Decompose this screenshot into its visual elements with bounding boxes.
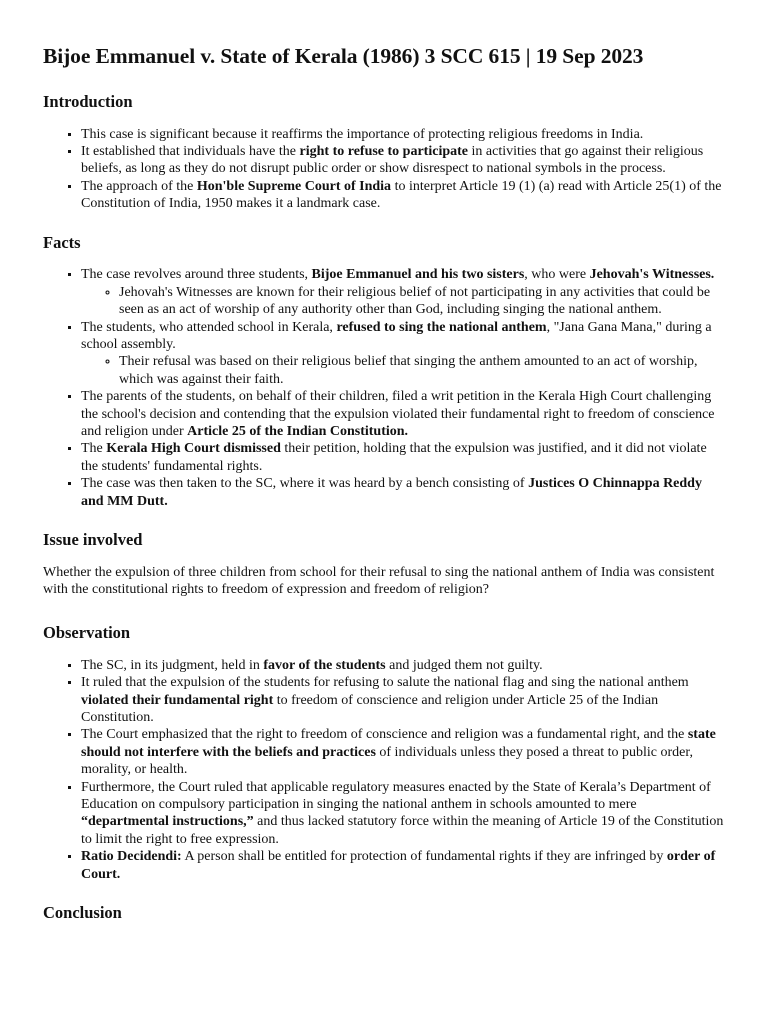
list-item — [81, 143, 724, 178]
text-run: Jehovah's Witnesses are known for their religious belief of not participating in any activities that could be seen as an act of worship of any authority other than God, including singing the national anthem. — [119, 284, 711, 318]
bold-text: refused to sing the national anthem — [336, 319, 547, 335]
list-item — [81, 726, 724, 778]
text-run: The parents of the students, on behalf of their children, filed a writ petition in the Kerala High Court challenging the school's decision and contending that the expulsion violated their fundamental right to freedom of conscience and religion under — [81, 389, 715, 440]
sub-list-item — [119, 284, 724, 319]
list-item — [81, 674, 724, 726]
bold-text: Jehovah's Witnesses. — [589, 267, 715, 283]
bold-text: order of Court. — [81, 849, 716, 882]
bold-text: right to refuse to participate — [299, 144, 468, 159]
bold-text: favor of the students — [263, 657, 386, 673]
text-run: and judged them not guilty. — [385, 657, 543, 673]
list-item — [81, 319, 724, 389]
bold-text: “departmental instructions,” — [81, 814, 254, 830]
list-item — [81, 779, 724, 849]
sub-list-item — [119, 353, 724, 388]
text-run: This case is significant because it reaffirms the importance of protecting religious freedoms in India. — [81, 126, 644, 142]
text-run: their petition, holding that the expulsion was justified, and it did not violate the students' fundamental rights. — [81, 441, 707, 474]
text-run: Their refusal was based on their religious belief that singing the anthem amounted to an act of worship, which was against their faith. — [119, 354, 698, 387]
text-run: to interpret Article 19 (1) (a) read with Article 25(1) of the Constitution of India, 1950 makes it a landmark case. — [81, 178, 722, 212]
list-item — [81, 657, 724, 674]
page-title: Bijoe Emmanuel v. State of Kerala (1986) 3 SCC 615 | 19 Sep 2023 — [43, 44, 644, 68]
text-run: in activities that go against their religious beliefs, as long as they do not disrupt public order or show disrespect to national symbols in the process. — [81, 144, 704, 177]
issue-text: Whether the expulsion of three children from school for their refusal to sing the national anthem of India was consistent with the constitutional rights to freedom of expression and freedom of religion? — [43, 564, 715, 598]
heading-observation: Observation — [43, 622, 131, 642]
text-run: of individuals unless they posed a threat to public order, morality, or health. — [81, 744, 693, 778]
facts-list — [43, 266, 724, 510]
section-observation — [43, 623, 724, 883]
text-run: The students, who attended school in Kerala, — [81, 319, 337, 335]
bold-text: state should not interfere with the beliefs and practices — [81, 727, 716, 760]
text-run: A person shall be entitled for protection of fundamental rights if they are infringed by — [181, 849, 667, 865]
list-item — [81, 178, 724, 213]
bold-text: Kerala High Court dismissed — [106, 441, 281, 457]
section-facts — [43, 233, 724, 510]
introduction-list — [43, 126, 724, 213]
observation-list — [43, 657, 724, 883]
bold-text: Article 25 of the Indian Constitution. — [187, 424, 409, 440]
bold-text: violated their fundamental right — [81, 692, 274, 708]
text-run: It ruled that the expulsion of the students for refusing to salute the national flag and sing the national anthem — [81, 675, 689, 691]
list-item — [81, 388, 724, 440]
section-conclusion — [43, 903, 724, 923]
heading-facts: Facts — [43, 232, 81, 252]
text-run: The SC, in its judgment, held in — [81, 657, 264, 673]
text-run: The case was then taken to the SC, where it was heard by a bench consisting of — [81, 476, 529, 492]
heading-introduction: Introduction — [43, 91, 133, 111]
heading-conclusion: Conclusion — [43, 902, 122, 922]
text-run: to freedom of conscience and religion under Article 25 of the Indian Constitution. — [81, 692, 659, 725]
bold-text: Hon'ble Supreme Court of India — [196, 178, 392, 194]
list-item — [81, 266, 724, 318]
sub-list — [81, 353, 724, 388]
sub-list — [81, 284, 724, 319]
text-run: , who were — [524, 267, 590, 283]
text-run: The Court emphasized that the right to freedom of conscience and religion was a fundamental right, and the — [81, 727, 688, 743]
text-run: and thus lacked statutory force within the meaning of Article 19 of the Constitution to limit the right to free expression. — [81, 814, 724, 847]
bold-text: Bijoe Emmanuel and his two sisters — [311, 267, 525, 283]
text-run: , "Jana Gana Mana," during a school assembly. — [81, 319, 712, 353]
heading-issue: Issue involved — [43, 530, 143, 550]
section-introduction — [43, 92, 724, 213]
text-run: The case revolves around three students, — [81, 267, 312, 283]
bold-text: Justices O Chinnappa Reddy and MM Dutt. — [81, 476, 702, 509]
list-item — [81, 848, 724, 883]
list-item — [81, 475, 724, 510]
text-run: Furthermore, the Court ruled that applicable regulatory measures enacted by the State of Kerala’s Department of Education on compulsory participation in singing the national anthem in schools amounted to mere — [81, 779, 711, 812]
list-item — [81, 440, 724, 475]
text-run: The — [81, 441, 107, 457]
section-issue — [43, 530, 724, 599]
list-item — [81, 126, 724, 143]
text-run: The approach of the — [81, 178, 197, 194]
text-run: It established that individuals have the — [81, 144, 300, 159]
bold-text: Ratio Decidendi: — [81, 849, 182, 865]
